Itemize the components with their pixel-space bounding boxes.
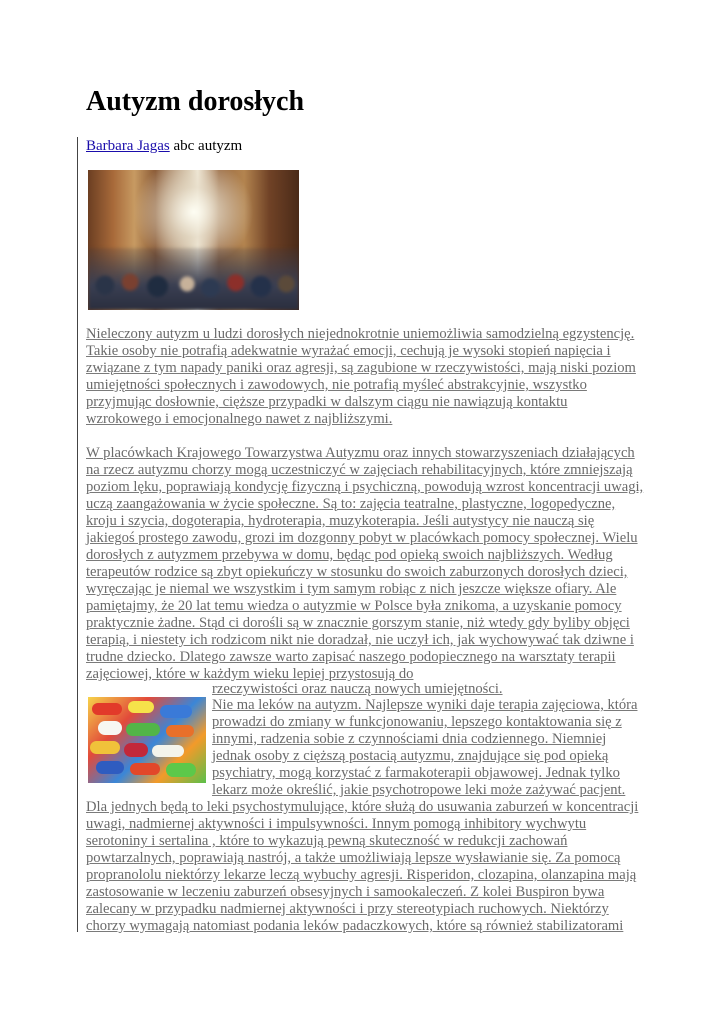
paragraph-continuation: rzeczywistości oraz nauczą nowych umiejętności. <box>212 681 503 697</box>
paragraph-facilities: W placówkach Krajowego Towarzystwa Autyzmu oraz innych stowarzyszeniach działających na rzecz autyzmu chorzy mogą uczestniczyć w zajęciach rehabilitacyjnych, które zmniejszają poziom lęku, poprawiają kondycję fizyczną i psychiczną, powodują wzrost koncentracji uwagi, uczą zaangażowania w życie społeczne. Są to: zajęcia teatralne, plastyczne, logopedyczne, kroju i szycia, dogoterapia, hydroterapia, muzykoterapia. Jeśli autystycy nie nauczą się jakiegoś prostego zawodu, grozi im dozgonny pobyt w placówkach pomocy społecznej. Wielu dorosłych z autyzmem przebywa w domu, będąc pod opieką swoich najbliższych. Według terapeutów rodzice są zbyt opiekuńczy w stosunku do swoich zaburzonych dorosłych dzieci, wyręczając je niemal we wszystkim i tym samym robiąc z nich jeszcze większe ofiary. Ale pamiętajmy, że 20 lat temu wiedza o autyzmie w Polsce była znikoma, a uzyskanie pomocy praktycznie żadne. Stąd ci dorośli są w znacznie gorszym stanie, niż wtedy gdy byliby objęci terapią, i niestety ich rodzicom nikt nie doradzał, nie uczył ich, jak wychowywać tak dziwne i trudne dziecko. Dlatego zawsze warto zapisać naszego podopiecznego na warsztaty terapii zajęciowej, które w każdym wieku lepiej przystosują do <box>86 445 644 682</box>
pills-photo <box>88 697 206 783</box>
article-title: Autyzm dorosłych <box>86 86 305 117</box>
byline <box>86 137 242 155</box>
crowd-shapes <box>88 248 299 310</box>
crowd-street-photo <box>88 170 299 310</box>
byline-tag: abc autyzm <box>169 138 243 154</box>
left-margin-rule <box>77 137 78 932</box>
paragraph-medication: Nie ma leków na autyzm. Najlepsze wyniki daje terapia zajęciowa, która prowadzi do zmiany w funkcjonowaniu, lepszego kontaktowania się z innymi, radzenia sobie z czynnościami dnia codziennego. Niemniej jednak osoby z cięższą postacią autyzmu, znajdujące się pod opieką psychiatry, mogą korzystać z farmakoterapii objawowej. Jednak tylko lekarz może określić, jakie psychotropowe leki może zażywać pacjent. <box>212 697 638 798</box>
paragraph-drugs: Dla jednych będą to leki psychostymulujące, które służą do usuwania zaburzeń w koncentracji uwagi, nadmiernej aktywności i impulsywności. Innym pomogą inhibitory wychwytu serotoniny i sertalina , które to wykazują pewną skuteczność w redukcji zachowań powtarzalnych, poprawiają nastrój, a także umożliwiają lepsze wysławianie się. Za pomocą propranololu niektórzy lekarze leczą wybuchy agresji. Risperidon, clozapina, olanzapina mają zastosowanie w leczeniu zaburzeń obsesyjnych i samookaleczeń. Z kolei Buspiron bywa zalecany w przypadku nadmiernej aktywności i przy stereotypiach ruchowych. Niektórzy chorzy wymagają natomiast podania leków padaczkowych, które są również stabilizatorami <box>86 799 639 934</box>
author-link[interactable]: Barbara Jagas <box>86 138 170 154</box>
paragraph-intro: Nieleczony autyzm u ludzi dorosłych niejednokrotnie uniemożliwia samodzielną egzystencję. Takie osoby nie potrafią adekwatnie wyrażać emocji, cechują je wysoki stopień napięcia i związane z tym napady paniki oraz agresji, są zagubione w rzeczywistości, mają niski poziom umiejętności społecznych i zawodowych, nie potrafią myśleć abstrakcyjnie, wszystko przyjmując dosłownie, cięższe przypadki w dalszym ciągu nie nawiązują kontaktu wzrokowego i emocjonalnego nawet z najbliższymi. <box>86 326 636 427</box>
